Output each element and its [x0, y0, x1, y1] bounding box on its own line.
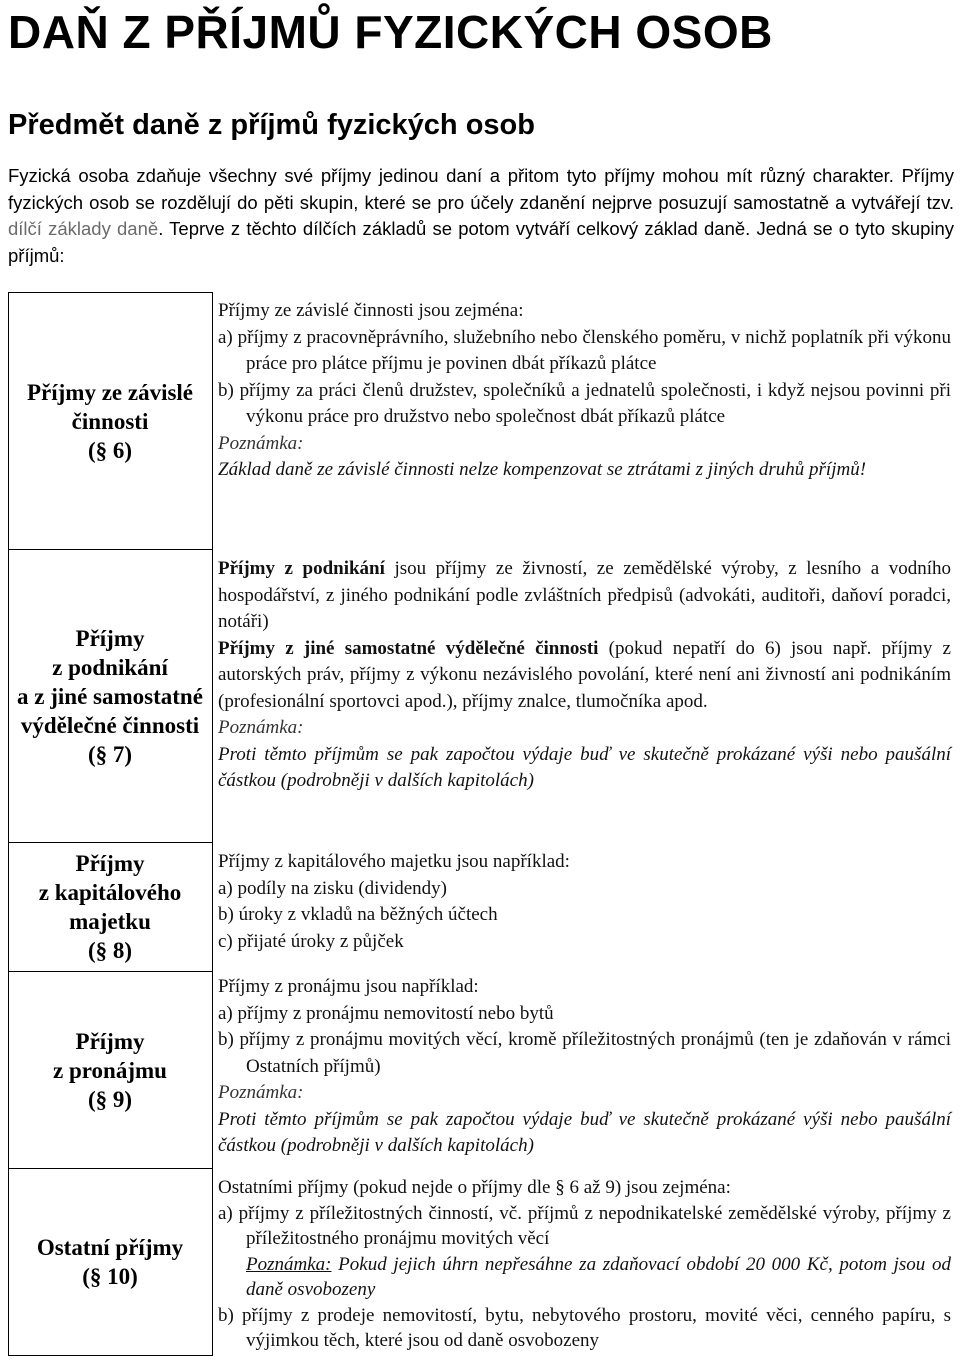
- category-line: Příjmy: [75, 625, 145, 651]
- note-text: Pokud jejich úhrn nepřesáhne za zdaňovací období 20 000 Kč, potom jsou od daně osvobozeny: [246, 1253, 951, 1300]
- list-item: b) příjmy z prodeje nemovitostí, bytu, nebytového prostoru, movité věci, cenného papíru, s výjimkou těch, které jsou od daně osvobozeny: [218, 1304, 951, 1351]
- category-line: z kapitálového: [38, 880, 182, 905]
- bold-term: Příjmy z jiné samostatné výdělečné činnosti: [218, 637, 599, 659]
- intro-term: dílčí základy daně: [8, 218, 159, 239]
- list-item: a) podíly na zisku (dividendy): [218, 877, 448, 899]
- category-line: Ostatní příjmy: [36, 1235, 184, 1260]
- description-heading: Ostatními příjmy (pokud nejde o příjmy dle § 6 až 9) jsou zejména:: [218, 1177, 731, 1198]
- category-line: Příjmy ze závislé: [26, 379, 194, 405]
- category-line: majetku: [69, 909, 151, 934]
- note-label: Poznámka:: [218, 717, 304, 738]
- category-line: z pronájmu: [53, 1057, 167, 1083]
- list-item: a) příjmy z pracovněprávního, služebního nebo členského poměru, v nichž poplatník při výkonu práce pro plátce příjmu je povinen dbát příkazů plátce: [218, 326, 951, 374]
- table-border-bottom: [8, 1355, 213, 1356]
- list-item: b) úroky z vkladů na běžných účtech: [218, 904, 498, 925]
- category-line: Příjmy: [75, 1028, 145, 1054]
- category-line: (§ 6): [87, 437, 133, 463]
- note-label: Poznámka:: [218, 1082, 304, 1103]
- note-text: Proti těmto příjmům se pak započtou výdaje buď ve skutečně prokázané výši nebo paušální částkou (podrobněji v dalších kapitolách): [218, 743, 951, 791]
- category-line: činnosti: [71, 408, 149, 434]
- category-line: (§ 9): [87, 1086, 133, 1112]
- intro-paragraph: [8, 163, 954, 269]
- category-label-other: [8, 1169, 212, 1355]
- sub-note: [218, 1252, 951, 1303]
- description-heading: Příjmy ze závislé činnosti jsou zejména:: [218, 300, 524, 321]
- category-line: (§ 7): [87, 741, 133, 767]
- intro-text-1: Fyzická osoba zdaňuje všechny své příjmy jedinou daní a přitom tyto příjmy mohou mít různý charakter. Příjmy fyzických osob se rozdělují do pěti skupin, které se pro účely zdanění nejprve posuzují samostatně a vytvářejí tzv.: [8, 165, 954, 213]
- description-heading: Příjmy z kapitálového majetku jsou například:: [218, 851, 570, 872]
- category-line: a z jiné samostatné: [17, 683, 203, 709]
- section-title: Předmět daně z příjmů fyzických osob: [8, 109, 535, 141]
- list-item: c) přijaté úroky z půjček: [218, 930, 404, 952]
- intro-text-2: . Teprve z těchto dílčích základů se potom vytváří celkový základ daně. Jedná se o tyto skupiny příjmů:: [8, 218, 955, 266]
- note-text: Proti těmto příjmům se pak započtou výdaje buď ve skutečně prokázané výši nebo paušální částkou (podrobněji v dalších kapitolách): [218, 1108, 951, 1156]
- category-description-capital: [218, 849, 951, 955]
- category-line: Příjmy: [75, 851, 145, 876]
- category-description-rental: [218, 974, 951, 1160]
- paragraph-text: jsou příjmy ze živností, ze zemědělské výroby, z lesního a vodního hospodářství, z jiného podnikání podle zvláštních předpisů (advokáti, auditoři, daňoví poradci, notáři): [218, 558, 951, 632]
- description-paragraph: [218, 556, 951, 636]
- page-title: DAŇ Z PŘÍJMŮ FYZICKÝCH OSOB: [8, 6, 773, 58]
- note-text: Základ daně ze závislé činnosti nelze kompenzovat se ztrátami z jiných druhů příjmů!: [218, 459, 867, 480]
- category-label-business: [8, 550, 212, 842]
- bold-term: Příjmy z podnikání: [218, 558, 385, 579]
- category-line: z podnikání: [52, 654, 168, 680]
- description-heading: Příjmy z pronájmu jsou například:: [218, 976, 479, 997]
- category-label-dependent: [8, 293, 212, 549]
- note-label: Poznámka:: [246, 1253, 332, 1275]
- category-line: (§ 8): [87, 938, 133, 963]
- category-description-dependent: [218, 298, 951, 484]
- paragraph-text: (pokud nepatří do 6) jsou např. příjmy z autorských práv, příjmy z výkonu nezávislého povolání, které není ani živností ani podnikáním (profesionální sportovci apod.), příjmy znalce, tlumočníka apod.: [218, 637, 951, 712]
- category-description-business: [218, 556, 951, 795]
- list-item: b) příjmy z pronájmu movitých věcí, kromě příležitostných pronájmů (ten je zdaňován v rámci Ostatních příjmů): [218, 1029, 951, 1077]
- category-line: výdělečné činnosti: [20, 712, 200, 738]
- list-item: b) příjmy za práci členů družstev, společníků a jednatelů společnosti, i když nejsou povinni při výkonu práce pro družstvo nebo společnost dbát příkazů plátce: [218, 379, 951, 427]
- table-column-divider: [212, 292, 213, 1356]
- category-label-rental: [8, 972, 212, 1168]
- description-paragraph: [218, 636, 951, 716]
- category-label-capital: [8, 843, 212, 971]
- list-item: a) příjmy z pronájmu nemovitostí nebo bytů: [218, 1002, 554, 1024]
- list-item: a) příjmy z příležitostných činností, vč. příjmů z nepodnikatelské zemědělské výroby, příjmy z příležitostného pronájmu movitých věcí: [218, 1202, 951, 1249]
- category-description-other: [218, 1175, 951, 1354]
- category-line: (§ 10): [82, 1264, 138, 1289]
- note-label: Poznámka:: [218, 432, 304, 454]
